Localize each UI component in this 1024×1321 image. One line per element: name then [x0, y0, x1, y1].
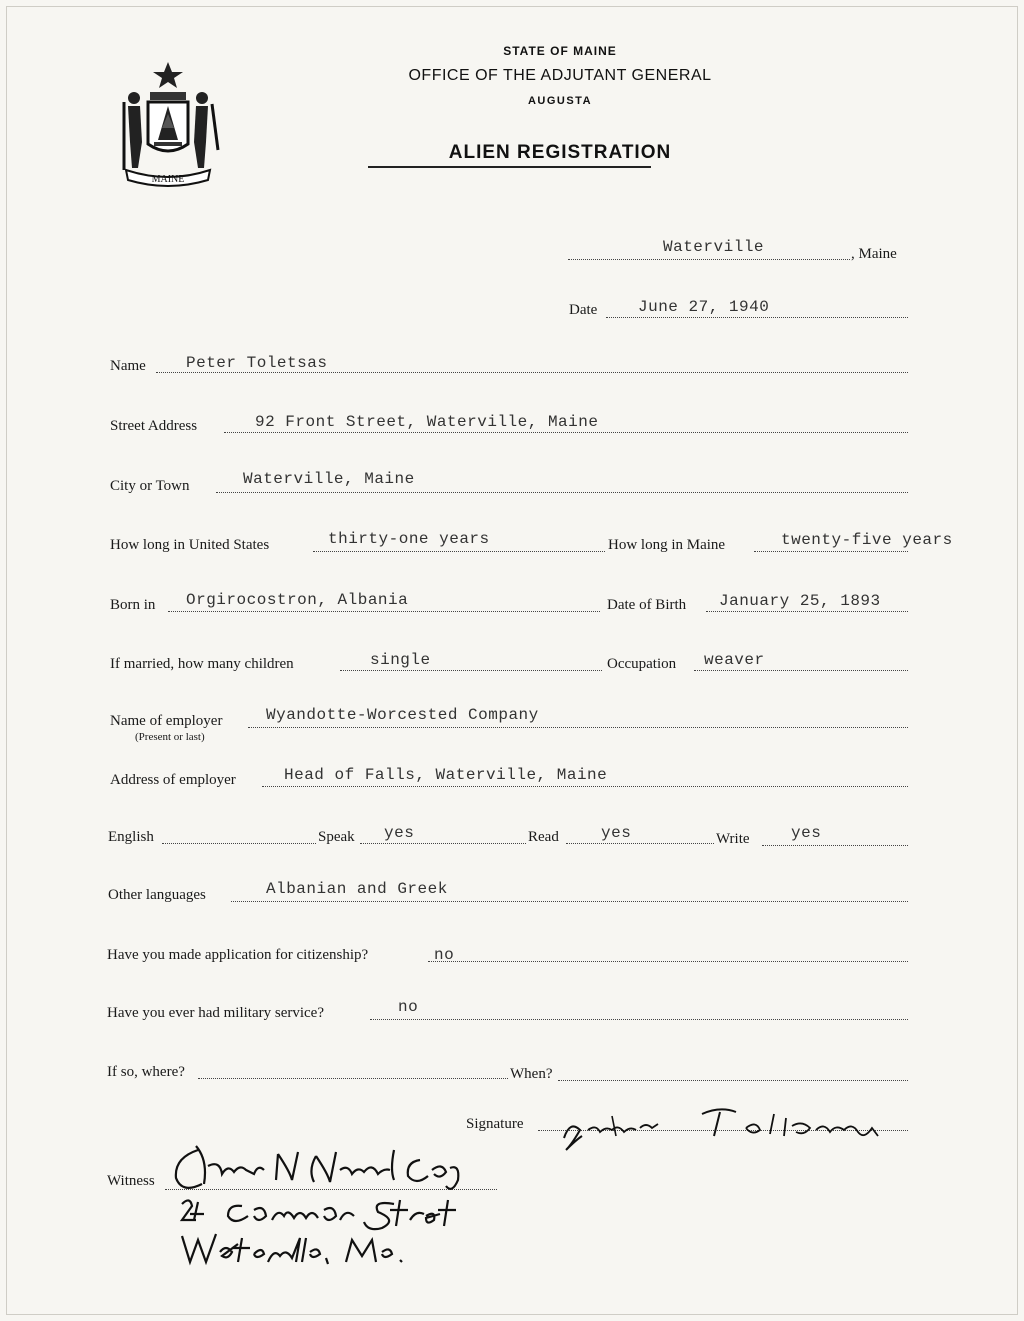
place-line	[568, 259, 850, 260]
citizenship-label: Have you made application for citizenship?	[107, 947, 369, 963]
how-long-maine-value: twenty-five years	[781, 531, 953, 549]
write-label: Write	[716, 831, 750, 847]
form-title: ALIEN REGISTRATION	[448, 142, 672, 163]
date-of-birth-value: January 25, 1893	[719, 592, 881, 610]
witness-signature	[168, 1140, 498, 1270]
date-value: June 27, 1940	[638, 298, 770, 316]
employer-sublabel: (Present or last)	[135, 731, 205, 743]
maine-state-seal-icon	[112, 58, 224, 188]
date-line	[606, 317, 908, 318]
born-in-line	[168, 611, 600, 612]
other-languages-value: Albanian and Greek	[266, 880, 448, 898]
city-value: Waterville, Maine	[243, 470, 415, 488]
how-long-us-label: How long in United States	[110, 537, 270, 553]
born-in-value: Orgirocostron, Albania	[186, 591, 409, 609]
when-label: When?	[510, 1066, 553, 1082]
occupation-value: weaver	[704, 651, 765, 669]
write-value: yes	[791, 824, 822, 842]
speak-label: Speak	[318, 829, 355, 845]
how-long-us-line	[313, 551, 605, 552]
speak-value: yes	[384, 824, 415, 842]
name-line	[156, 372, 908, 373]
name-value: Peter Toletsas	[186, 354, 328, 372]
place-value: Waterville	[663, 238, 765, 256]
other-languages-line	[231, 901, 908, 902]
children-line	[340, 670, 602, 671]
city-heading: AUGUSTA	[527, 95, 593, 107]
place-suffix: , Maine	[851, 246, 897, 262]
city-label: City or Town	[110, 478, 190, 494]
city-line	[216, 492, 908, 493]
read-line	[566, 843, 714, 844]
english-label: English	[108, 829, 154, 845]
how-long-us-value: thirty-one years	[328, 530, 490, 548]
children-value: single	[370, 651, 431, 669]
employer-address-label: Address of employer	[110, 772, 236, 788]
how-long-maine-label: How long in Maine	[608, 537, 726, 553]
read-label: Read	[528, 829, 559, 845]
employer-line	[248, 727, 908, 728]
street-address-line	[224, 432, 908, 433]
witness-label: Witness	[107, 1173, 155, 1189]
state-heading: STATE OF MAINE	[503, 44, 617, 58]
title-underline	[368, 166, 651, 168]
street-address-label: Street Address	[110, 418, 198, 434]
date-of-birth-label: Date of Birth	[607, 597, 687, 613]
employer-address-line	[262, 786, 908, 787]
date-of-birth-line	[706, 611, 908, 612]
svg-text:MAINE: MAINE	[151, 174, 185, 185]
occupation-label: Occupation	[607, 656, 677, 672]
children-label: If married, how many children	[110, 656, 294, 672]
military-value: no	[398, 998, 419, 1016]
citizenship-line	[428, 961, 908, 962]
english-line	[162, 843, 316, 844]
where-line	[198, 1078, 508, 1079]
signature-label: Signature	[466, 1116, 524, 1132]
speak-line	[360, 843, 526, 844]
read-value: yes	[601, 824, 632, 842]
employer-label: Name of employer	[110, 713, 223, 729]
occupation-line	[694, 670, 908, 671]
applicant-signature	[560, 1100, 896, 1156]
date-label: Date	[569, 302, 598, 318]
where-label: If so, where?	[107, 1064, 185, 1080]
when-line	[558, 1080, 908, 1081]
born-in-label: Born in	[110, 597, 156, 613]
street-address-value: 92 Front Street, Waterville, Maine	[255, 413, 599, 431]
citizenship-value: no	[434, 946, 455, 964]
how-long-maine-line	[754, 551, 908, 552]
military-line	[370, 1019, 908, 1020]
other-languages-label: Other languages	[108, 887, 206, 903]
write-line	[762, 845, 908, 846]
employer-address-value: Head of Falls, Waterville, Maine	[284, 766, 608, 784]
military-label: Have you ever had military service?	[107, 1005, 324, 1021]
name-label: Name	[110, 358, 146, 374]
office-heading: OFFICE OF THE ADJUTANT GENERAL	[408, 67, 712, 84]
employer-value: Wyandotte-Worcested Company	[266, 706, 539, 724]
